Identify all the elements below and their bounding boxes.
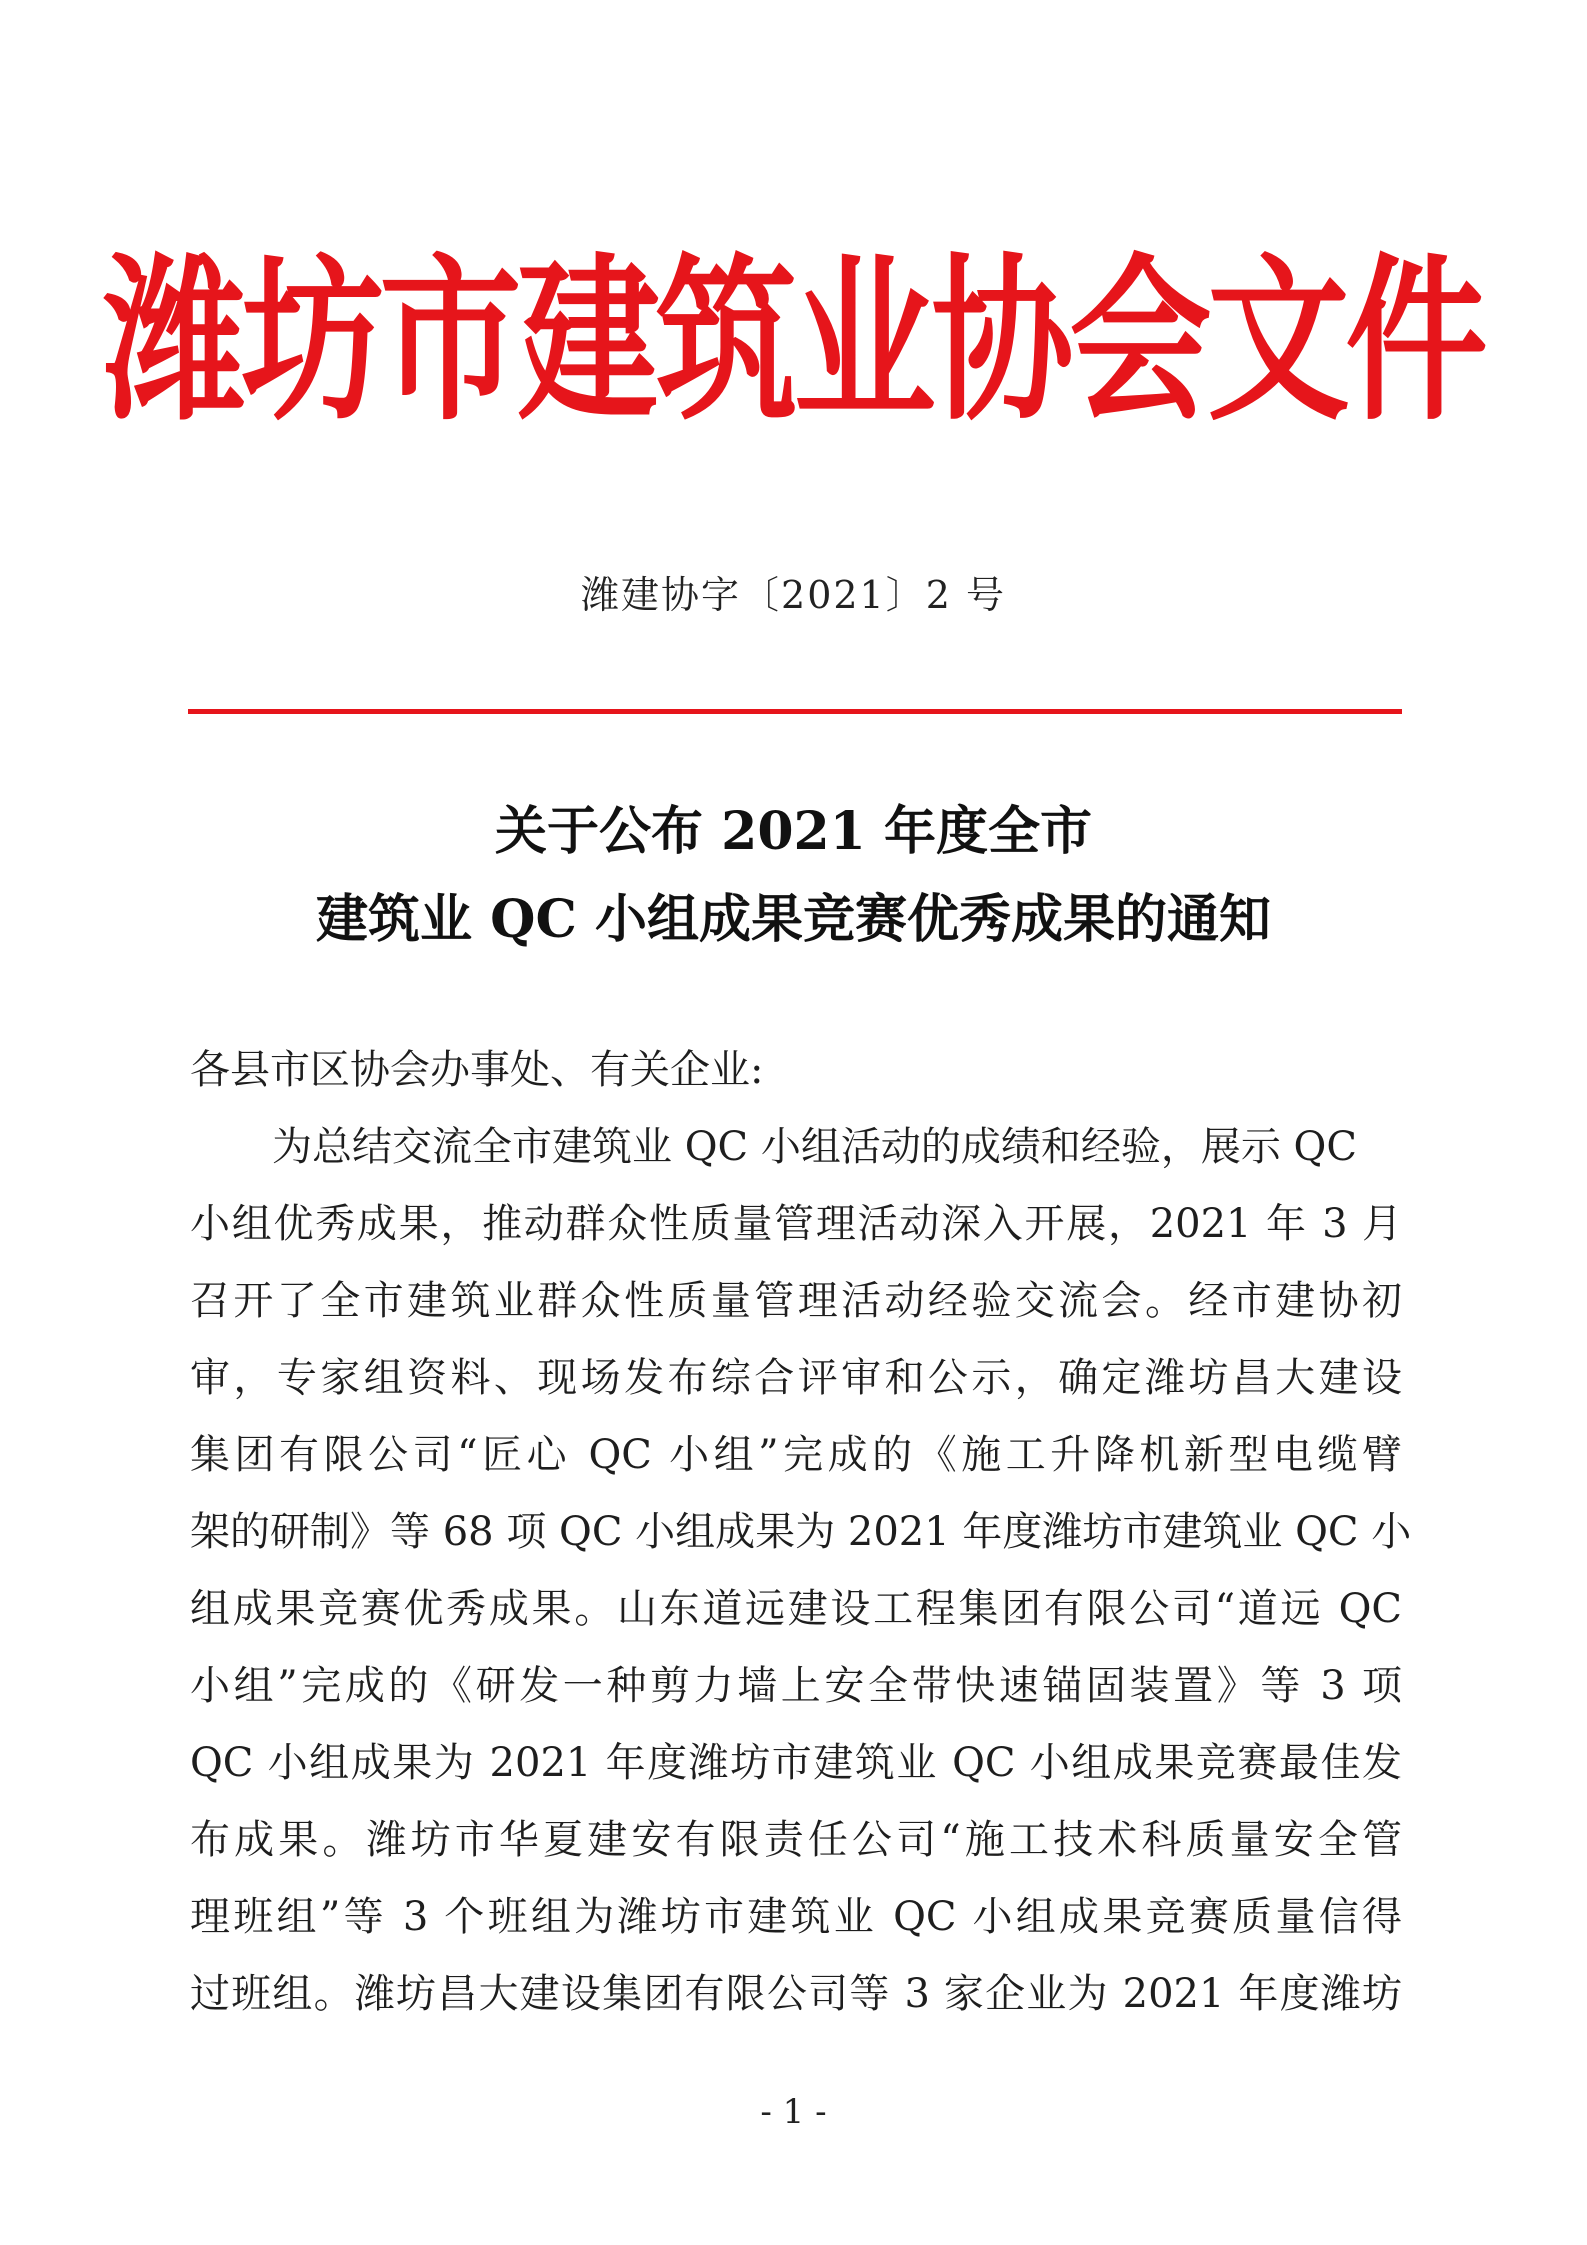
body-line: 组成果竞赛优秀成果。山东道远建设工程集团有限公司“道远 QC	[190, 1586, 1402, 1632]
notice-title	[0, 788, 1587, 964]
notice-body	[190, 1032, 1412, 2033]
body-line: 布成果。潍坊市华夏建安有限责任公司“施工技术科质量安全管	[190, 1817, 1402, 1863]
body-line: 架的研制》等 68 项 QC 小组成果为 2021 年度潍坊市建筑业 QC 小	[190, 1509, 1412, 1555]
body-line: 集团有限公司“匠心 QC 小组”完成的《施工升降机新型电缆臂	[190, 1432, 1402, 1478]
notice-title-line-2: 建筑业 QC 小组成果竞赛优秀成果的通知	[316, 889, 1271, 950]
body-line: QC 小组成果为 2021 年度潍坊市建筑业 QC 小组成果竞赛最佳发	[190, 1740, 1402, 1786]
body-line: 过班组。潍坊昌大建设集团有限公司等 3 家企业为 2021 年度潍坊	[190, 1971, 1402, 2017]
body-line: 审，专家组资料、现场发布综合评审和公示，确定潍坊昌大建设	[190, 1355, 1402, 1401]
notice-title-line-1: 关于公布 2021 年度全市	[495, 801, 1092, 862]
page-number: - 1 -	[760, 2092, 827, 2132]
masthead-title: 潍坊市建筑业协会文件	[103, 237, 1484, 445]
red-divider-line	[188, 709, 1402, 714]
body-line: 小组”完成的《研发一种剪力墙上安全带快速锚固装置》等 3 项	[190, 1663, 1402, 1709]
document-number: 潍建协字〔2021〕2 号	[581, 573, 1006, 617]
body-line: 召开了全市建筑业群众性质量管理活动经验交流会。经市建协初	[190, 1278, 1402, 1324]
salutation: 各县市区协会办事处、有关企业:	[190, 1047, 764, 1093]
body-line: 小组优秀成果，推动群众性质量管理活动深入开展，2021 年 3 月	[190, 1201, 1402, 1247]
body-line: 理班组”等 3 个班组为潍坊市建筑业 QC 小组成果竞赛质量信得	[190, 1894, 1402, 1940]
body-line: 为总结交流全市建筑业 QC 小组活动的成绩和经验，展示 QC	[272, 1124, 1357, 1170]
